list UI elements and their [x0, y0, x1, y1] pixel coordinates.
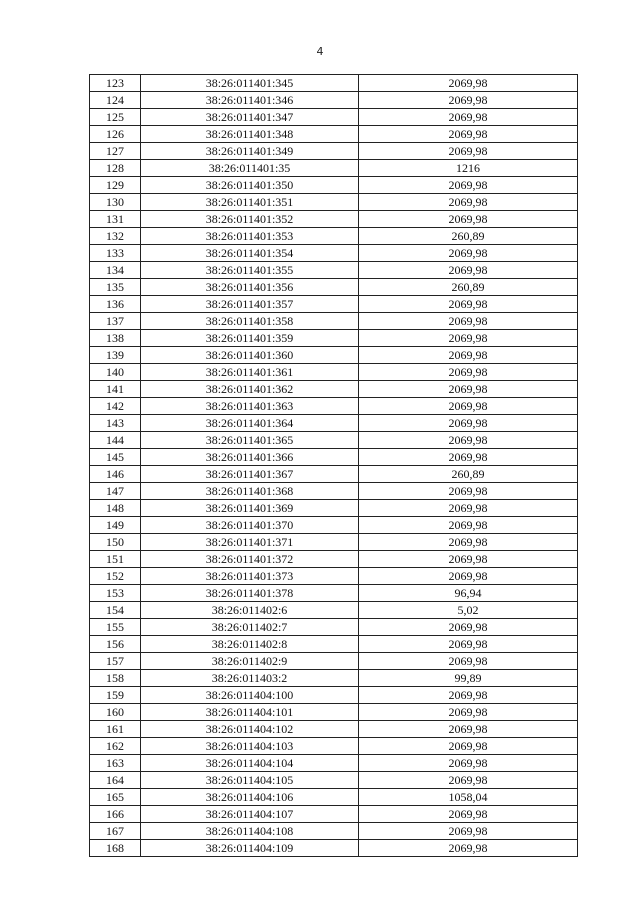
table-row [90, 806, 578, 823]
area-value: 260,89 [359, 466, 578, 483]
cadastral-number: 38:26:011404:103 [141, 738, 359, 755]
table-row [90, 330, 578, 347]
area-value: 1058,04 [359, 789, 578, 806]
table-row [90, 398, 578, 415]
area-value: 2069,98 [359, 721, 578, 738]
table-row [90, 840, 578, 857]
table-row [90, 823, 578, 840]
cadastral-number: 38:26:011401:369 [141, 500, 359, 517]
area-value: 2069,98 [359, 806, 578, 823]
area-value: 260,89 [359, 228, 578, 245]
area-value: 2069,98 [359, 347, 578, 364]
table-row [90, 500, 578, 517]
cadastral-number: 38:26:011404:102 [141, 721, 359, 738]
area-value: 2069,98 [359, 126, 578, 143]
row-number: 165 [90, 789, 141, 806]
table-row [90, 347, 578, 364]
area-value: 2069,98 [359, 245, 578, 262]
row-number: 156 [90, 636, 141, 653]
row-number: 163 [90, 755, 141, 772]
area-value: 2069,98 [359, 704, 578, 721]
area-value: 2069,98 [359, 636, 578, 653]
table-row [90, 92, 578, 109]
area-value: 2069,98 [359, 755, 578, 772]
area-value: 2069,98 [359, 398, 578, 415]
row-number: 128 [90, 160, 141, 177]
area-value: 2069,98 [359, 738, 578, 755]
cadastral-number: 38:26:011401:358 [141, 313, 359, 330]
cadastral-number: 38:26:011401:351 [141, 194, 359, 211]
cadastral-number: 38:26:011401:352 [141, 211, 359, 228]
row-number: 129 [90, 177, 141, 194]
row-number: 150 [90, 534, 141, 551]
area-value: 2069,98 [359, 296, 578, 313]
area-value: 1216 [359, 160, 578, 177]
cadastral-number: 38:26:011404:108 [141, 823, 359, 840]
table-row [90, 602, 578, 619]
table-row [90, 432, 578, 449]
cadastral-number: 38:26:011404:107 [141, 806, 359, 823]
table-row [90, 143, 578, 160]
area-value: 2069,98 [359, 840, 578, 857]
row-number: 144 [90, 432, 141, 449]
row-number: 125 [90, 109, 141, 126]
area-value: 2069,98 [359, 262, 578, 279]
row-number: 134 [90, 262, 141, 279]
cadastral-number: 38:26:011402:6 [141, 602, 359, 619]
row-number: 161 [90, 721, 141, 738]
area-value: 2069,98 [359, 551, 578, 568]
table-row [90, 534, 578, 551]
cadastral-number: 38:26:011403:2 [141, 670, 359, 687]
cadastral-number: 38:26:011404:106 [141, 789, 359, 806]
table-row [90, 177, 578, 194]
cadastral-number: 38:26:011404:105 [141, 772, 359, 789]
table-row [90, 228, 578, 245]
cadastral-number: 38:26:011401:368 [141, 483, 359, 500]
row-number: 123 [90, 75, 141, 92]
table-row [90, 109, 578, 126]
row-number: 132 [90, 228, 141, 245]
table-row [90, 721, 578, 738]
table-row [90, 194, 578, 211]
row-number: 131 [90, 211, 141, 228]
area-value: 2069,98 [359, 772, 578, 789]
area-value: 5,02 [359, 602, 578, 619]
row-number: 157 [90, 653, 141, 670]
cadastral-number: 38:26:011404:104 [141, 755, 359, 772]
area-value: 2069,98 [359, 75, 578, 92]
row-number: 130 [90, 194, 141, 211]
area-value: 2069,98 [359, 194, 578, 211]
cadastral-number: 38:26:011401:345 [141, 75, 359, 92]
row-number: 164 [90, 772, 141, 789]
cadastral-number: 38:26:011401:356 [141, 279, 359, 296]
table-row [90, 755, 578, 772]
row-number: 142 [90, 398, 141, 415]
table-row [90, 126, 578, 143]
table-row [90, 75, 578, 92]
row-number: 155 [90, 619, 141, 636]
cadastral-number: 38:26:011401:363 [141, 398, 359, 415]
row-number: 146 [90, 466, 141, 483]
table-row [90, 483, 578, 500]
cadastral-number: 38:26:011401:361 [141, 364, 359, 381]
row-number: 135 [90, 279, 141, 296]
cadastral-number: 38:26:011401:365 [141, 432, 359, 449]
area-value: 2069,98 [359, 483, 578, 500]
table-row [90, 585, 578, 602]
table-row [90, 449, 578, 466]
table-row [90, 415, 578, 432]
area-value: 2069,98 [359, 313, 578, 330]
cadastral-number: 38:26:011401:370 [141, 517, 359, 534]
row-number: 162 [90, 738, 141, 755]
area-value: 2069,98 [359, 432, 578, 449]
cadastral-number: 38:26:011402:8 [141, 636, 359, 653]
table-row [90, 262, 578, 279]
area-value: 2069,98 [359, 687, 578, 704]
row-number: 126 [90, 126, 141, 143]
cadastral-number: 38:26:011401:350 [141, 177, 359, 194]
row-number: 166 [90, 806, 141, 823]
area-value: 2069,98 [359, 568, 578, 585]
cadastral-number: 38:26:011401:367 [141, 466, 359, 483]
area-value: 260,89 [359, 279, 578, 296]
table-row [90, 517, 578, 534]
table-row [90, 568, 578, 585]
row-number: 160 [90, 704, 141, 721]
table-row [90, 551, 578, 568]
table-row [90, 789, 578, 806]
table-row [90, 211, 578, 228]
row-number: 136 [90, 296, 141, 313]
cadastral-number: 38:26:011404:101 [141, 704, 359, 721]
table-row [90, 160, 578, 177]
row-number: 145 [90, 449, 141, 466]
area-value: 2069,98 [359, 653, 578, 670]
table-row [90, 381, 578, 398]
row-number: 147 [90, 483, 141, 500]
row-number: 143 [90, 415, 141, 432]
row-number: 151 [90, 551, 141, 568]
cadastral-number: 38:26:011404:109 [141, 840, 359, 857]
area-value: 2069,98 [359, 534, 578, 551]
table-row [90, 653, 578, 670]
area-value: 2069,98 [359, 177, 578, 194]
cadastral-table [89, 74, 578, 857]
cadastral-number: 38:26:011401:349 [141, 143, 359, 160]
cadastral-number: 38:26:011401:35 [141, 160, 359, 177]
area-value: 2069,98 [359, 364, 578, 381]
row-number: 140 [90, 364, 141, 381]
row-number: 133 [90, 245, 141, 262]
area-value: 96,94 [359, 585, 578, 602]
table-row [90, 772, 578, 789]
table-row [90, 296, 578, 313]
row-number: 158 [90, 670, 141, 687]
area-value: 2069,98 [359, 517, 578, 534]
cadastral-number: 38:26:011401:362 [141, 381, 359, 398]
area-value: 2069,98 [359, 449, 578, 466]
area-value: 2069,98 [359, 823, 578, 840]
table-row [90, 313, 578, 330]
cadastral-number: 38:26:011401:364 [141, 415, 359, 432]
row-number: 149 [90, 517, 141, 534]
cadastral-number: 38:26:011401:348 [141, 126, 359, 143]
cadastral-number: 38:26:011401:347 [141, 109, 359, 126]
area-value: 2069,98 [359, 109, 578, 126]
area-value: 2069,98 [359, 92, 578, 109]
area-value: 2069,98 [359, 330, 578, 347]
area-value: 2069,98 [359, 619, 578, 636]
table-row [90, 466, 578, 483]
page-number: 4 [316, 45, 324, 58]
cadastral-number: 38:26:011401:373 [141, 568, 359, 585]
cadastral-number: 38:26:011401:353 [141, 228, 359, 245]
table-row [90, 636, 578, 653]
row-number: 124 [90, 92, 141, 109]
area-value: 2069,98 [359, 143, 578, 160]
area-value: 99,89 [359, 670, 578, 687]
row-number: 153 [90, 585, 141, 602]
table-row [90, 704, 578, 721]
cadastral-number: 38:26:011401:366 [141, 449, 359, 466]
cadastral-number: 38:26:011401:346 [141, 92, 359, 109]
cadastral-number: 38:26:011401:354 [141, 245, 359, 262]
cadastral-number: 38:26:011404:100 [141, 687, 359, 704]
row-number: 138 [90, 330, 141, 347]
table-row [90, 364, 578, 381]
row-number: 159 [90, 687, 141, 704]
area-value: 2069,98 [359, 500, 578, 517]
cadastral-number: 38:26:011401:372 [141, 551, 359, 568]
area-value: 2069,98 [359, 211, 578, 228]
row-number: 154 [90, 602, 141, 619]
table-row [90, 687, 578, 704]
cadastral-number: 38:26:011401:355 [141, 262, 359, 279]
row-number: 152 [90, 568, 141, 585]
row-number: 167 [90, 823, 141, 840]
cadastral-number: 38:26:011401:378 [141, 585, 359, 602]
cadastral-number: 38:26:011401:359 [141, 330, 359, 347]
table-row [90, 245, 578, 262]
cadastral-number: 38:26:011401:360 [141, 347, 359, 364]
cadastral-number: 38:26:011402:7 [141, 619, 359, 636]
row-number: 127 [90, 143, 141, 160]
row-number: 137 [90, 313, 141, 330]
row-number: 148 [90, 500, 141, 517]
table-row [90, 279, 578, 296]
cadastral-number: 38:26:011401:357 [141, 296, 359, 313]
row-number: 141 [90, 381, 141, 398]
row-number: 139 [90, 347, 141, 364]
table-row [90, 670, 578, 687]
area-value: 2069,98 [359, 415, 578, 432]
table-body [90, 75, 578, 857]
row-number: 168 [90, 840, 141, 857]
table-row [90, 619, 578, 636]
cadastral-number: 38:26:011402:9 [141, 653, 359, 670]
table-row [90, 738, 578, 755]
cadastral-number: 38:26:011401:371 [141, 534, 359, 551]
area-value: 2069,98 [359, 381, 578, 398]
